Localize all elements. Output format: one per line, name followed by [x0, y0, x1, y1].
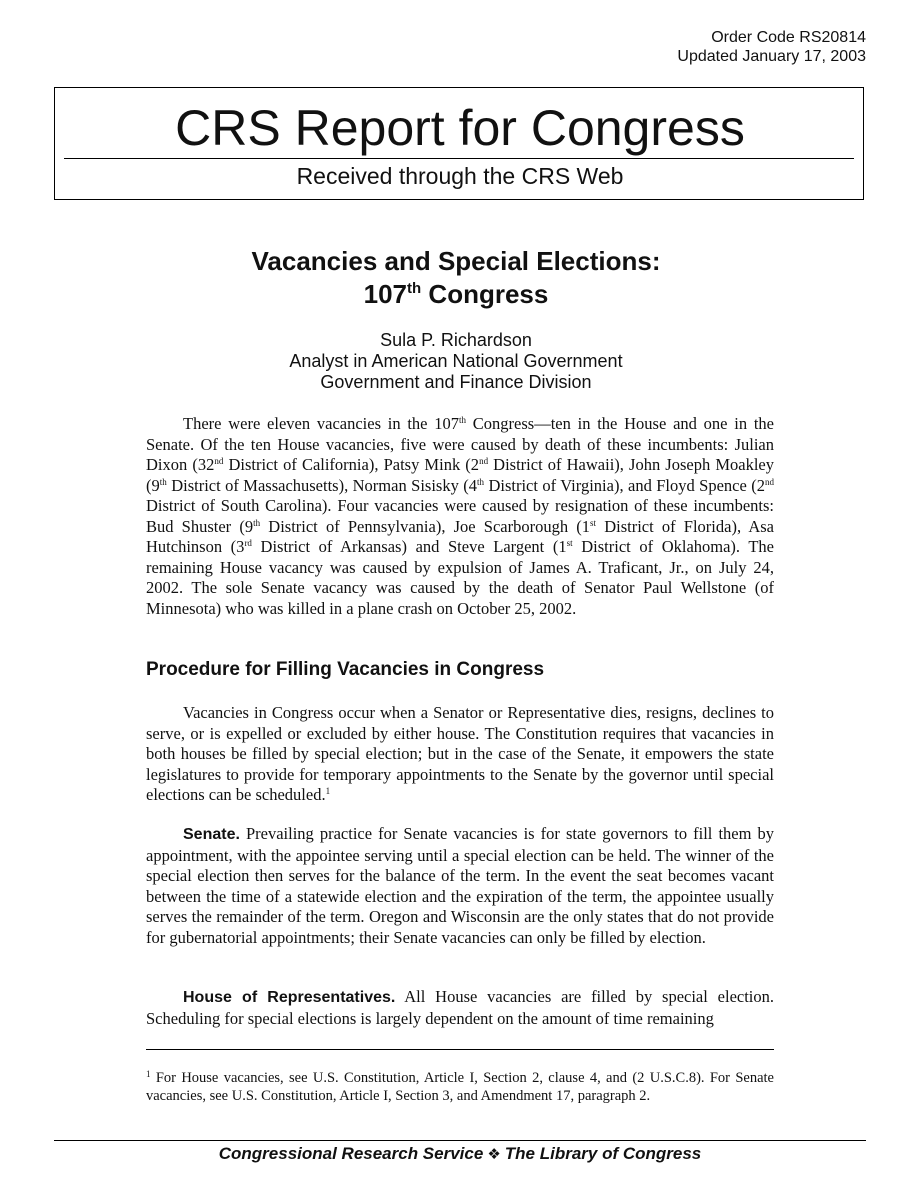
footer-rule: [54, 1140, 866, 1141]
order-code-block: [677, 28, 866, 66]
footer-left: Congressional Research Service: [218, 1144, 484, 1163]
order-code: Order Code RS20814: [711, 29, 866, 46]
footer: [0, 1143, 920, 1165]
title-line-1: Vacancies and Special Elections:: [251, 246, 661, 276]
crs-banner-rule: [64, 158, 854, 159]
crs-banner-title: CRS Report for Congress: [175, 100, 745, 156]
title-line-2: 107th Congress: [363, 279, 549, 309]
author-block: [0, 330, 912, 393]
footnote-rule: [146, 1049, 774, 1050]
updated-date: Updated January 17, 2003: [677, 48, 866, 65]
footer-right: The Library of Congress: [504, 1144, 702, 1163]
intro-paragraph: There were eleven vacancies in the 107th Congress—ten in the House and one in the Senate. Of the ten House vacancies, five were caused by death of these incumbents: Julian Dixon (32nd District of California), Patsy Mink (2nd District of Hawaii), John Joseph Moakley (9th District of Massachusetts), Norman Sisisky (4th District of Virginia), and Floyd Spence (2nd District of South Carolina). Four vacancies were caused by resignation of these incumbents: Bud Shuster (9th District of Pennsylvania), Joe Scarborough (1st District of Florida), Asa Hutchinson (3rd District of Arkansas) and Steve Largent (1st District of Oklahoma). The remaining House vacancy was caused by expulsion of James A. Traficant, Jr., on July 24, 2002. The sole Senate vacancy was caused by the death of Senator Paul Wellstone (of Minnesota) who was killed in a plane crash on October 25, 2002.: [146, 414, 774, 618]
author-division: Government and Finance Division: [320, 372, 592, 392]
author-title: Analyst in American National Government: [289, 351, 623, 371]
senate-paragraph: Senate. Prevailing practice for Senate vacancies is for state governors to fill them by appointment, with the appointee serving until a special election can be held. The winner of the special election then serves for the balance of the term. In the event the seat becomes vacant between the time of a statewide election and the expiration of the term, the appointee usually serves the remainder of the term. Oregon and Wisconsin are the only states that do not provide for gubernatorial appointments; their Senate vacancies can only be filled by election.: [146, 824, 774, 947]
house-run-head: House of Representatives.: [183, 989, 396, 1006]
vacancies-paragraph: Vacancies in Congress occur when a Senator or Representative dies, resigns, declines to serve, or is expelled or excluded by either house. The Constitution requires that vacancies in both houses be filled by special election; but in the case of the Senate, it empowers the state legislatures to provide for temporary appointments to the Senate by the governor until special elections can be scheduled.$^1$: [146, 703, 774, 804]
senate-run-head: Senate.: [183, 826, 240, 843]
crs-banner-subtitle: Received through the CRS Web: [296, 163, 624, 189]
footnote: $^1$ For House vacancies, see U.S. Constitution, Article I, Section 2, clause 4, and (2 U.S.C.8). For Senate vacancies, see U.S. Constitution, Article I, Section 3, and Amendment 17, paragraph 2.: [146, 1069, 774, 1104]
section-heading: Procedure for Filling Vacancies in Congress: [146, 659, 545, 680]
footnote-ref: 1: [325, 786, 331, 796]
author-name: Sula P. Richardson: [380, 330, 532, 350]
diamond-icon: ❖: [487, 1146, 501, 1163]
house-paragraph: House of Representatives. All House vacancies are filled by special election. Scheduling for special elections is largely dependent on the amount of time remaining: [146, 987, 774, 1028]
document-title: [0, 245, 912, 311]
